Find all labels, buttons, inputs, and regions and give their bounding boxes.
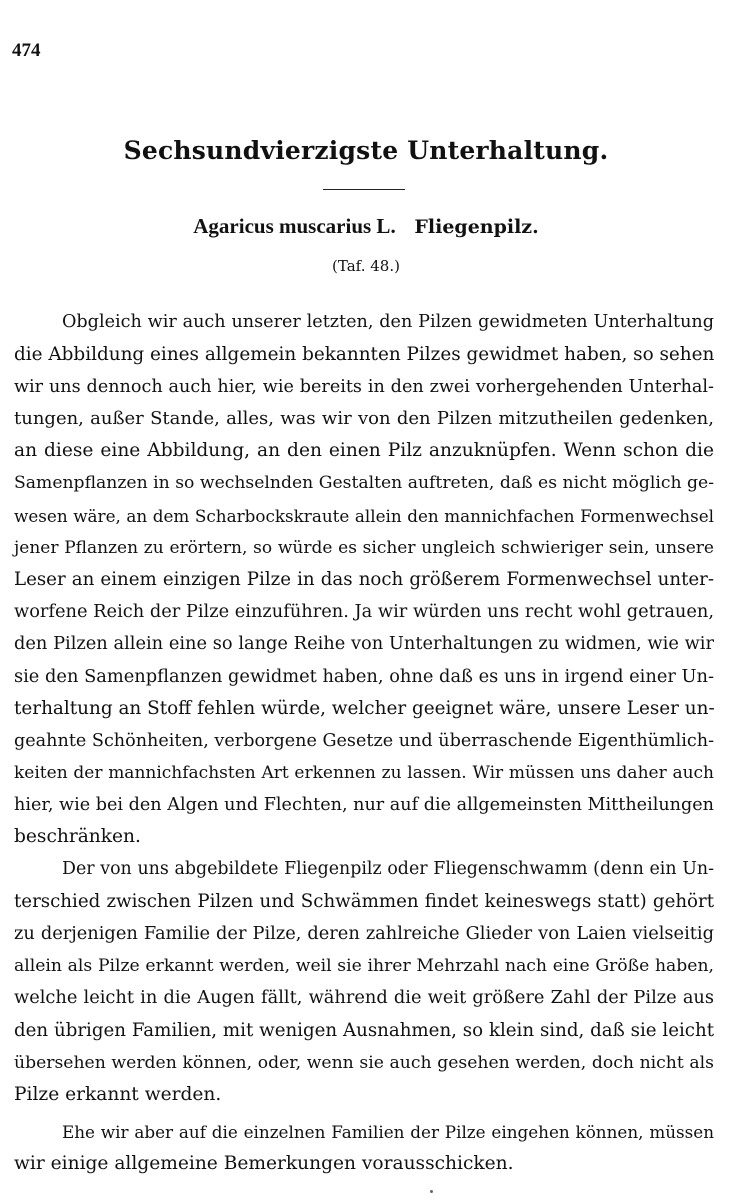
- text-line: die Abbildung eines allgemein bekannten Pilzes gewidmet haben, so sehen: [14, 344, 715, 365]
- text-line: hier, wie bei den Algen und Flechten, nur auf die allgemeinsten Mittheilungen: [14, 795, 714, 815]
- text-line: welche leicht in die Augen fällt, während die weit größere Zahl der Pilze aus: [14, 987, 714, 1008]
- text-line: den übrigen Familien, mit wenigen Ausnahmen, so klein sind, daß sie leicht: [14, 1020, 714, 1041]
- text-line: wir einige allgemeine Bemerkungen vorausschicken.: [14, 1153, 514, 1174]
- text-line: terschied zwischen Pilzen und Schwämmen findet keineswegs statt) gehört: [14, 891, 714, 912]
- text-line: Der von uns abgebildete Fliegenpilz oder Fliegenschwamm (denn ein Un-: [62, 859, 714, 879]
- text-line: beschränken.: [14, 826, 141, 847]
- subtitle-latin-name: Agaricus muscarius L.: [193, 214, 396, 238]
- text-line: Leser an einem einzigen Pilze in das noch größerem Formenwechsel unter-: [14, 569, 714, 590]
- title-rule: [323, 189, 405, 190]
- text-line: jener Pflanzen zu erörtern, so würde es sicher ungleich schwieriger sein, unsere: [14, 538, 714, 558]
- text-line: übersehen werden können, oder, wenn sie auch gesehen werden, doch nicht als: [14, 1053, 714, 1073]
- text-line: wesen wäre, an dem Scharbockskraute allein den mannichfachen Formenwechsel: [14, 506, 714, 526]
- text-line: keiten der mannichfachsten Art erkennen zu lassen. Wir müssen uns daher auch: [14, 763, 714, 783]
- text-line: Ehe wir aber auf die einzelnen Familien der Pilze eingehen können, müssen: [62, 1122, 714, 1142]
- text-line: allein als Pilze erkannt werden, weil sie ihrer Mehrzahl nach eine Größe haben,: [14, 956, 714, 976]
- text-line: Samenpflanzen in so wechselnden Gestalten auftreten, daß es nicht möglich ge-: [14, 473, 714, 493]
- text-line: sie den Samenpflanzen gewidmet haben, ohne daß es uns in irgend einer Un-: [14, 666, 714, 687]
- text-line: tungen, außer Stande, alles, was wir von den Pilzen mitzutheilen gedenken,: [14, 408, 714, 429]
- text-line: terhaltung an Stoff fehlen würde, welcher geeignet wäre, unsere Leser un-: [14, 698, 715, 719]
- plate-reference: (Taf. 48.): [332, 257, 400, 275]
- page-number: 474: [12, 40, 41, 61]
- text-line: Obgleich wir auch unserer letzten, den Pilzen gewidmeten Unterhaltung: [62, 312, 714, 332]
- text-line: wir uns dennoch auch hier, wie bereits in den zwei vorhergehenden Unterhal-: [14, 377, 714, 397]
- text-line: an diese eine Abbildung, an den einen Pilz anzuknüpfen. Wenn schon die: [14, 440, 714, 461]
- chapter-title: Sechsundvierzigste Unterhaltung.: [123, 136, 609, 165]
- text-line: den Pilzen allein eine so lange Reihe von Unterhaltungen zu widmen, wie wir: [14, 633, 714, 654]
- text-line: worfene Reich der Pilze einzuführen. Ja wir würden uns recht wohl getrauen,: [14, 601, 714, 622]
- text-line: Pilze erkannt werden.: [14, 1084, 222, 1105]
- text-line: zu derjenigen Familie der Pilze, deren zahlreiche Glieder von Laien vielseitig: [14, 923, 714, 944]
- text-line: geahnte Schönheiten, verborgene Gesetze und überraschende Eigenthümlich-: [14, 731, 715, 751]
- print-speck: [430, 1190, 433, 1193]
- subtitle: [0, 214, 732, 239]
- subtitle-german-name: Fliegenpilz.: [414, 216, 539, 238]
